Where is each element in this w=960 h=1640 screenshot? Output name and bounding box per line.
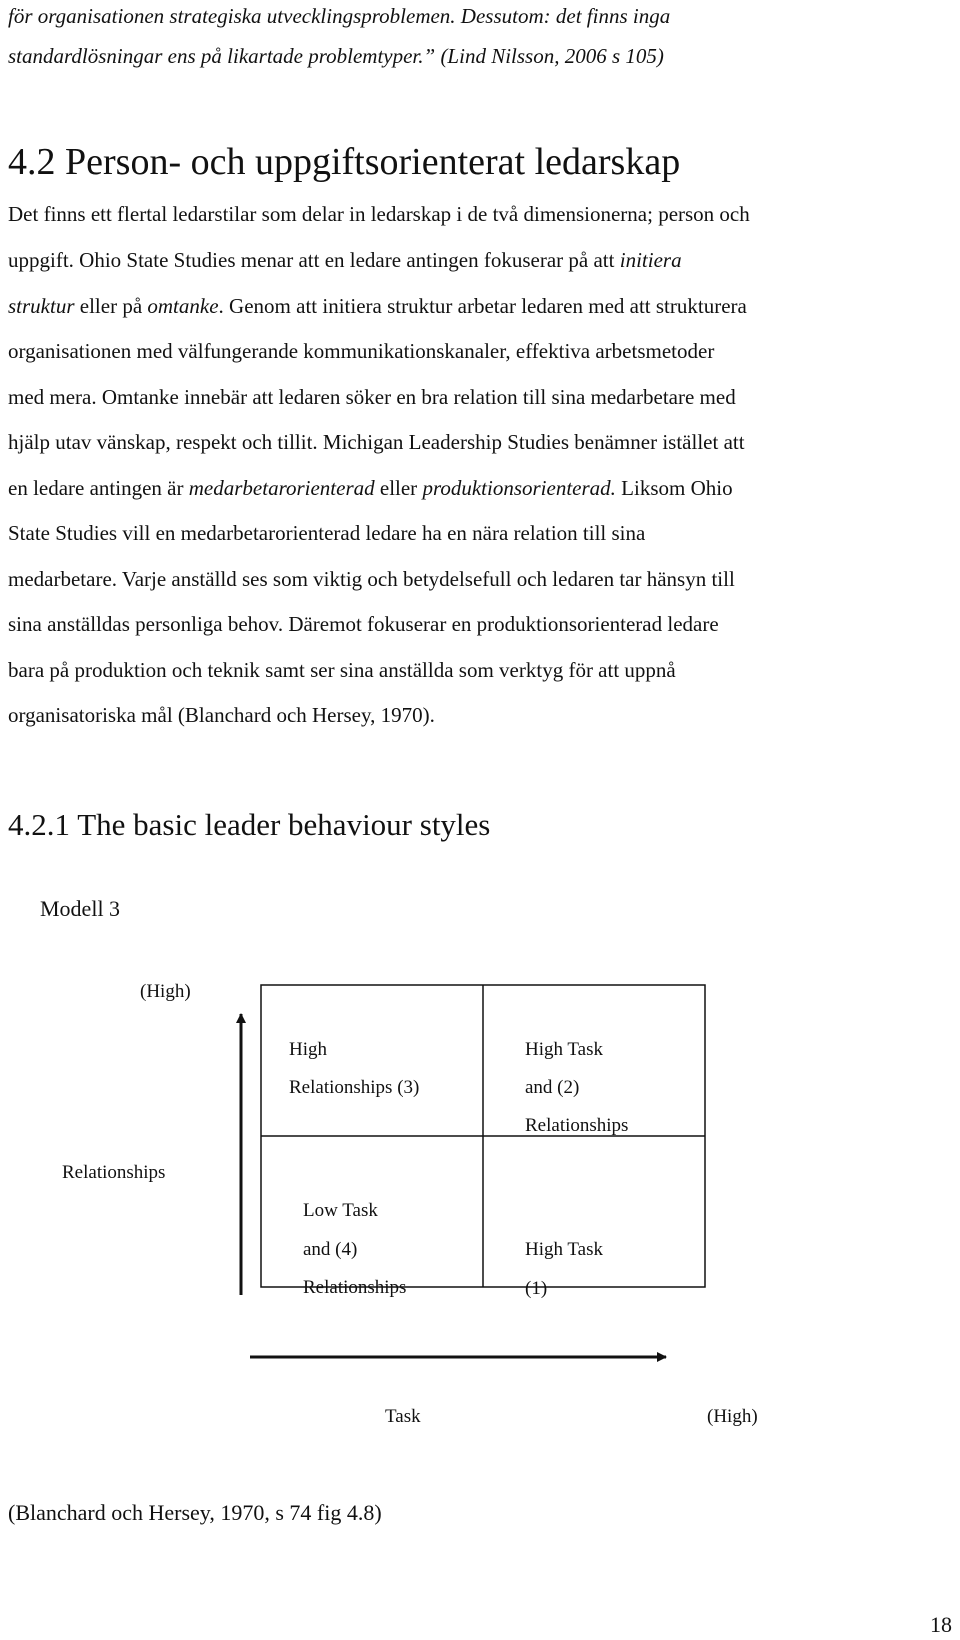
x-axis-label: Task — [385, 1406, 421, 1427]
quadrant-2-line-2: and (2) — [525, 1077, 580, 1098]
paragraph-line-8: State Studies vill en medarbetarorienterad ledare ha en nära relation till sina — [8, 521, 646, 545]
y-axis-label: Relationships — [62, 1162, 166, 1183]
emphasis-produktionsorienterad: produktionsorienterad. — [422, 476, 616, 500]
quadrant-1-line-1: High Task — [525, 1239, 604, 1260]
paragraph-line-12: organisatoriska mål (Blanchard och Hersey, 1970). — [8, 703, 435, 727]
quadrant-3-line-2: Relationships (3) — [289, 1077, 420, 1098]
paragraph-text: . Genom att initiera struktur arbetar ledaren med att strukturera — [218, 294, 747, 318]
x-axis-high-label: (High) — [707, 1406, 758, 1427]
paragraph-line-10: sina anställdas personliga behov. Däremot fokuserar en produktionsorienterad ledare — [8, 612, 719, 636]
quadrant-1-line-2: (1) — [525, 1278, 548, 1299]
emphasis-initiera: initiera — [619, 248, 682, 272]
paragraph-line-11: bara på produktion och teknik samt ser sina anställda som verktyg för att uppnå — [8, 658, 676, 682]
paragraph-text: eller — [374, 476, 423, 500]
paragraph-line-9: medarbetare. Varje anställd ses som viktig och betydelsefull och ledaren tar hänsyn till — [8, 567, 735, 591]
paragraph-line-4: organisationen med välfungerande kommunikationskanaler, effektiva arbetsmetoder — [8, 339, 715, 363]
figure-caption: (Blanchard och Hersey, 1970, s 74 fig 4.8) — [8, 1500, 382, 1525]
quote-line-2: standardlösningar ens på likartade problemtyper.” (Lind Nilsson, 2006 s 105) — [8, 44, 664, 68]
paragraph-text: uppgift. Ohio State Studies menar att en ledare antingen fokuserar på att — [8, 248, 620, 272]
quote-line-1: för organisationen strategiska utvecklingsproblemen. Dessutom: det finns inga — [8, 4, 671, 28]
y-axis-high-label: (High) — [140, 981, 191, 1002]
quadrant-4-line-3: Relationships — [303, 1277, 407, 1298]
section-heading: 4.2 Person- och uppgiftsorienterat ledarskap — [8, 141, 681, 183]
emphasis-medarbetarorienterad: medarbetarorienterad — [188, 476, 375, 500]
subsection-heading: 4.2.1 The basic leader behaviour styles — [8, 807, 491, 842]
page-number: 18 — [930, 1612, 952, 1637]
quadrant-2-line-3: Relationships — [525, 1115, 629, 1136]
paragraph-text: en ledare antingen är — [8, 476, 189, 500]
emphasis-omtanke: omtanke — [147, 294, 219, 318]
quadrant-4-line-2: and (4) — [303, 1239, 358, 1260]
emphasis-struktur: struktur — [8, 294, 75, 318]
paragraph-line-5: med mera. Omtanke innebär att ledaren söker en bra relation till sina medarbetare med — [8, 385, 736, 409]
model-title: Modell 3 — [40, 896, 121, 921]
paragraph-text: eller på — [74, 294, 148, 318]
quadrant-2-line-1: High Task — [525, 1039, 604, 1060]
paragraph-text: Liksom Ohio — [615, 476, 733, 500]
quadrant-4-line-1: Low Task — [303, 1200, 378, 1221]
paragraph-line-6: hjälp utav vänskap, respekt och tillit. Michigan Leadership Studies benämner istället att — [8, 430, 745, 454]
quadrant-3-line-1: High — [289, 1039, 327, 1060]
paragraph-line-1: Det finns ett flertal ledarstilar som delar in ledarskap i de två dimensionerna; person och — [8, 202, 750, 226]
